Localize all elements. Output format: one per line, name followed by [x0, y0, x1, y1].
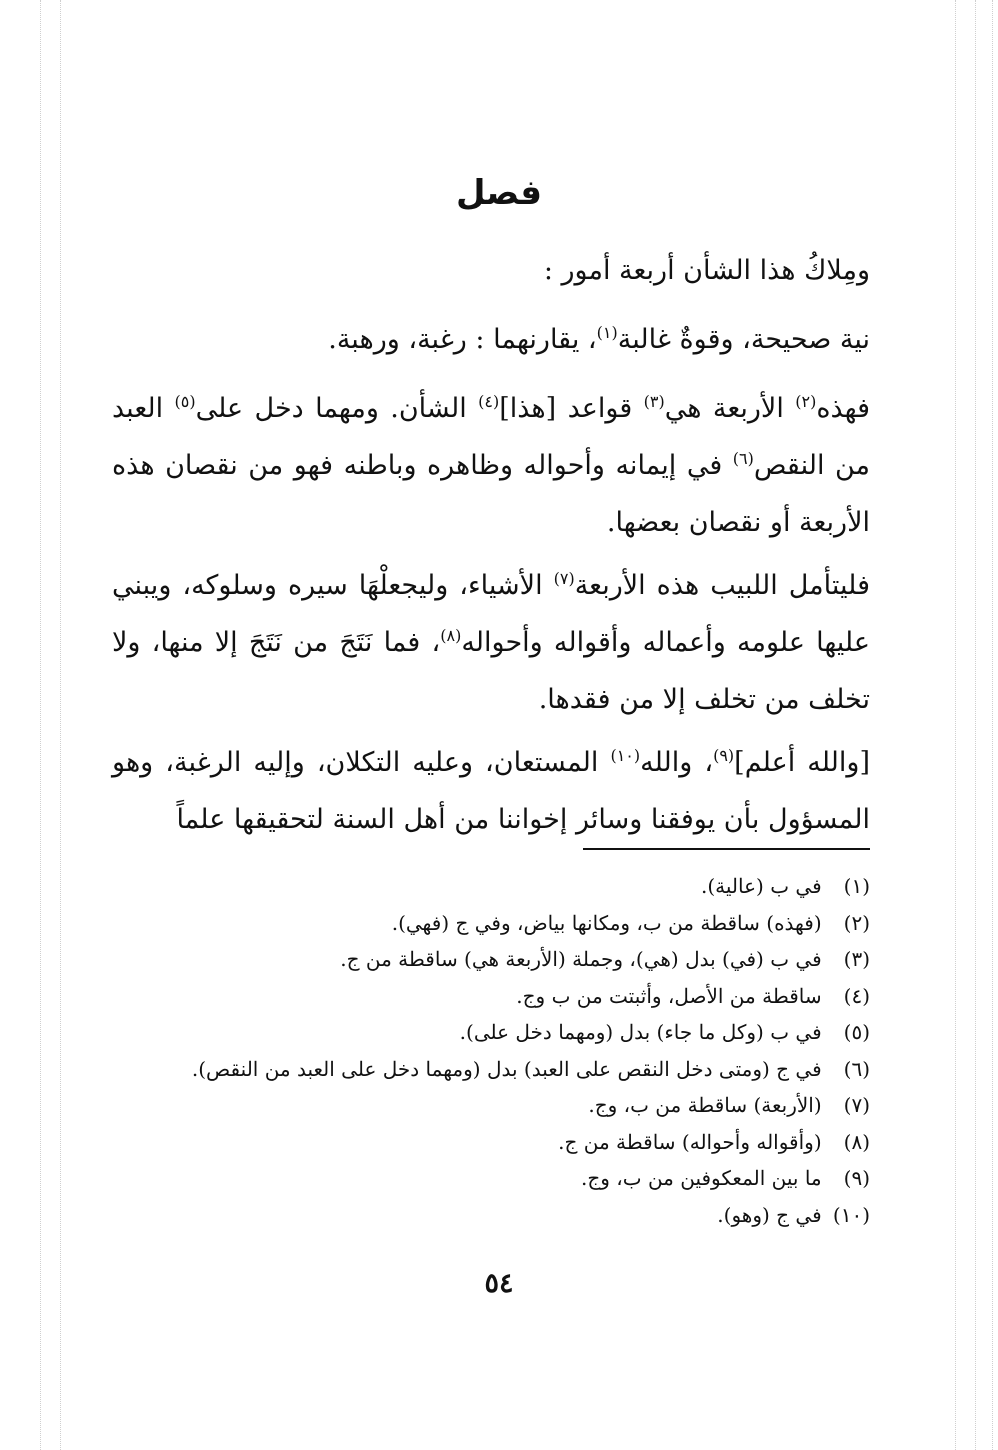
footnote-marker: (٨) [843, 1129, 870, 1154]
footnote-text: في ج (وهو). [717, 1202, 822, 1227]
footnote-reference[interactable]: (٩) [713, 746, 735, 765]
text-run: الشأن. ومهما دخل على [195, 393, 479, 424]
text-run: الأشياء، وليجعلْهَا سيره وسلوكه، ويبني عليها علومه وأعماله وأقواله وأحواله [112, 570, 870, 658]
footnote-separator [583, 848, 870, 850]
footnote-text: (وأقواله وأحواله) ساقطة من ج. [558, 1129, 822, 1154]
text-run: نية صحيحة، وقوةٌ غالبة [617, 324, 870, 355]
footnote-text: في ج (ومتى دخل النقص على العبد) بدل (ومهما دخل على العبد من النقص). [191, 1056, 822, 1081]
footnote-reference[interactable]: (١) [596, 323, 618, 342]
footnote-text: ما بين المعكوفين من ب، وج. [581, 1166, 822, 1190]
footnote-reference[interactable]: (٣) [643, 392, 665, 411]
footnote-reference[interactable]: (٨) [440, 626, 462, 645]
text-run: فليتأمل اللبيب هذه الأربعة [574, 570, 870, 601]
page-number: ٥٤ [484, 1268, 514, 1299]
footnote-item [150, 1087, 870, 1124]
footnote-text: ساقطة من الأصل، وأثبتت من ب وج. [516, 983, 822, 1008]
footnote-text: (الأربعة) ساقطة من ب، وج. [588, 1093, 822, 1117]
footnote-marker: (٥) [843, 1020, 870, 1044]
footnote-marker: (٢) [843, 910, 870, 935]
main-text [112, 242, 870, 848]
footnote-marker: (١٠) [832, 1202, 870, 1227]
footnote-item [150, 1197, 870, 1234]
text-run: ، والله [640, 747, 714, 778]
footnote-reference[interactable]: (١٠) [610, 746, 641, 765]
footnote-marker: (٣) [843, 947, 870, 971]
footnote-reference[interactable]: (٢) [795, 392, 817, 411]
text-run: قواعد [هذا] [499, 393, 644, 424]
footnote-marker: (٩) [843, 1166, 870, 1190]
footnote-marker: (٤) [843, 983, 870, 1008]
text-run: العبد من النقص [112, 393, 870, 481]
footnote-reference[interactable]: (٤) [478, 392, 500, 411]
footnote-item [150, 905, 870, 942]
paragraph-1: ومِلاكُ هذا الشأن أربعة أمور : [543, 255, 870, 286]
footnote-text: في ب (وكل ما جاء) بدل (ومهما دخل على). [459, 1020, 822, 1044]
footnote-item [150, 1051, 870, 1088]
paragraph-5 [112, 734, 870, 848]
footnote-marker: (٧) [843, 1093, 870, 1117]
footnote-marker: (٦) [843, 1056, 870, 1081]
footnote-reference[interactable]: (٦) [732, 449, 754, 468]
footnote-text: في ب (في) بدل (هي)، وجملة (الأربعة هي) ساقطة من ج. [340, 947, 822, 971]
text-run: الأربعة هي [664, 393, 796, 424]
text-run: ، يقارنهما : رغبة، ورهبة. [328, 324, 597, 355]
footnote-text: (فهذه) ساقطة من ب، ومكانها بياض، وفي ج (فهي). [391, 910, 822, 935]
footnote-text: في ب (عالية). [701, 874, 822, 898]
text-run: في إيمانه وأحواله وظاهره وباطنه فهو من نقصان هذه الأربعة أو نقصان بعضها. [112, 450, 870, 538]
footnote-item [150, 978, 870, 1015]
footnote-reference[interactable]: (٥) [174, 392, 196, 411]
footnote-item [150, 868, 870, 905]
text-run: المستعان، وعليه التكلان، وإليه الرغبة، وهو المسؤول بأن يوفقنا وسائر إخواننا من أهل السنة لتحقيقها علماً [112, 747, 870, 835]
footnote-item [150, 1160, 870, 1197]
section-title: فصل [455, 173, 543, 213]
footnote-item [150, 1014, 870, 1051]
paragraph-2 [112, 311, 870, 368]
text-run: فهذه [816, 393, 870, 424]
paragraph-3 [112, 380, 870, 551]
footnote-item [150, 941, 870, 978]
footnote-item [150, 1124, 870, 1161]
footnote-reference[interactable]: (٧) [553, 569, 575, 588]
text-run: ، فما نَتَجَ من نَتَجَ إلا منها، ولا تخلف من تخلف إلا من فقدها. [112, 627, 870, 715]
text-run: [والله أعلم] [734, 747, 870, 778]
footnotes-list [150, 868, 870, 1233]
footnote-marker: (١) [843, 874, 870, 898]
paragraph-4 [112, 557, 870, 728]
